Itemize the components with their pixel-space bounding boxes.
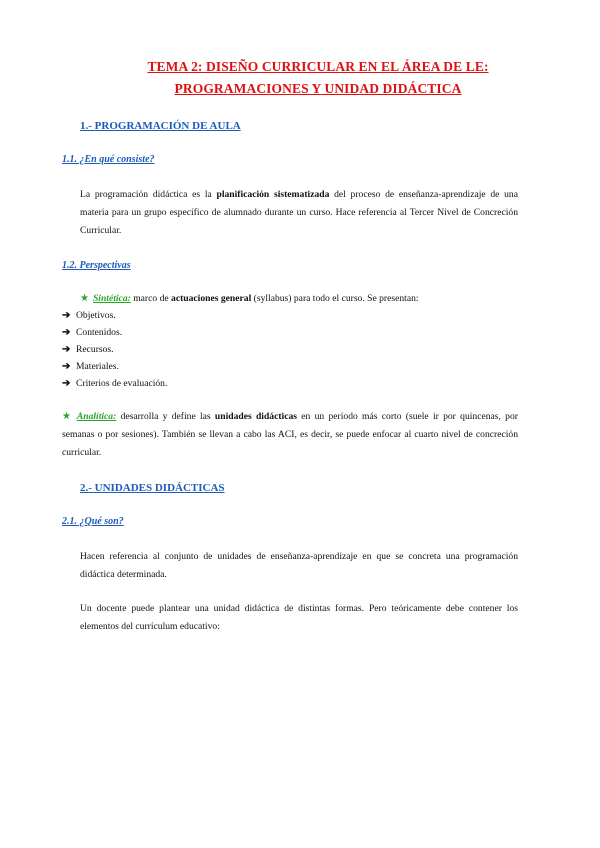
list-item — [62, 324, 167, 341]
perspectivas-list — [62, 307, 167, 392]
star-icon: ★ — [62, 411, 73, 422]
bold-term: planificación sistematizada — [216, 189, 330, 200]
text: del proceso de enseñanza-aprendizaje de una materia para un grupo específico de alumnado durante un curso. Hace referencia al Tercer Nivel de Concreción Curricular. — [80, 189, 518, 236]
paragraph-unidades-2: Un docente puede plantear una unidad didáctica de distintas formas. Pero teóricamente debe contener los elementos del currículum educativo: — [80, 603, 518, 632]
paragraph-analitica — [62, 408, 518, 462]
list-item-label: Materiales. — [76, 361, 119, 372]
document-title — [0, 56, 600, 100]
bold-term: actuaciones general — [171, 293, 252, 304]
section-heading-unidades: 2.- UNIDADES DIDÁCTICAS — [80, 482, 225, 494]
label-analitica: Analítica: — [76, 411, 117, 422]
arrow-right-icon: ➔ — [62, 361, 71, 372]
title-line-1: TEMA 2: DISEÑO CURRICULAR EN EL ÁREA DE LE: — [147, 59, 489, 74]
section-heading-programacion: 1.- PROGRAMACIÓN DE AULA — [80, 120, 241, 132]
arrow-right-icon: ➔ — [62, 327, 71, 338]
list-item-label: Contenidos. — [76, 327, 123, 338]
list-item-label: Criterios de evaluación. — [76, 378, 168, 389]
arrow-right-icon: ➔ — [62, 310, 71, 321]
text: marco de — [130, 293, 172, 304]
list-item — [62, 375, 167, 392]
label-sintetica: Sintética: — [92, 293, 131, 304]
subsection-heading-en-que-consiste: 1.1. ¿En qué consiste? — [62, 154, 155, 165]
list-item — [62, 341, 167, 358]
text: (syllabus) para todo el curso. Se presentan: — [251, 293, 419, 304]
list-item-label: Objetivos. — [76, 310, 116, 321]
subsection-heading-que-son: 2.1. ¿Qué son? — [62, 516, 124, 527]
arrow-right-icon: ➔ — [62, 378, 71, 389]
list-item-label: Recursos. — [76, 344, 114, 355]
text: La programación didáctica es la — [80, 189, 217, 200]
title-line-2: PROGRAMACIONES Y UNIDAD DIDÁCTICA — [174, 81, 462, 96]
paragraph-sintetica — [80, 290, 518, 308]
list-item — [62, 358, 167, 375]
text: desarrolla y define las — [116, 411, 215, 422]
subsection-heading-perspectivas: 1.2. Perspectivas — [62, 260, 131, 271]
paragraph-programacion — [80, 186, 518, 240]
arrow-right-icon: ➔ — [62, 344, 71, 355]
bold-term: unidades didácticas — [214, 411, 298, 422]
list-item — [62, 307, 167, 324]
paragraph-unidades-1: Hacen referencia al conjunto de unidades de enseñanza-aprendizaje en que se concreta una programación didáctica determinada. — [80, 551, 518, 580]
star-icon: ★ — [80, 293, 89, 304]
text: en un período más corto (suele ir por quincenas, por semanas o por sesiones). También se llevan a cabo las ACI, es decir, se puede enfocar al cuarto nivel de concreción curricular. — [62, 411, 518, 458]
